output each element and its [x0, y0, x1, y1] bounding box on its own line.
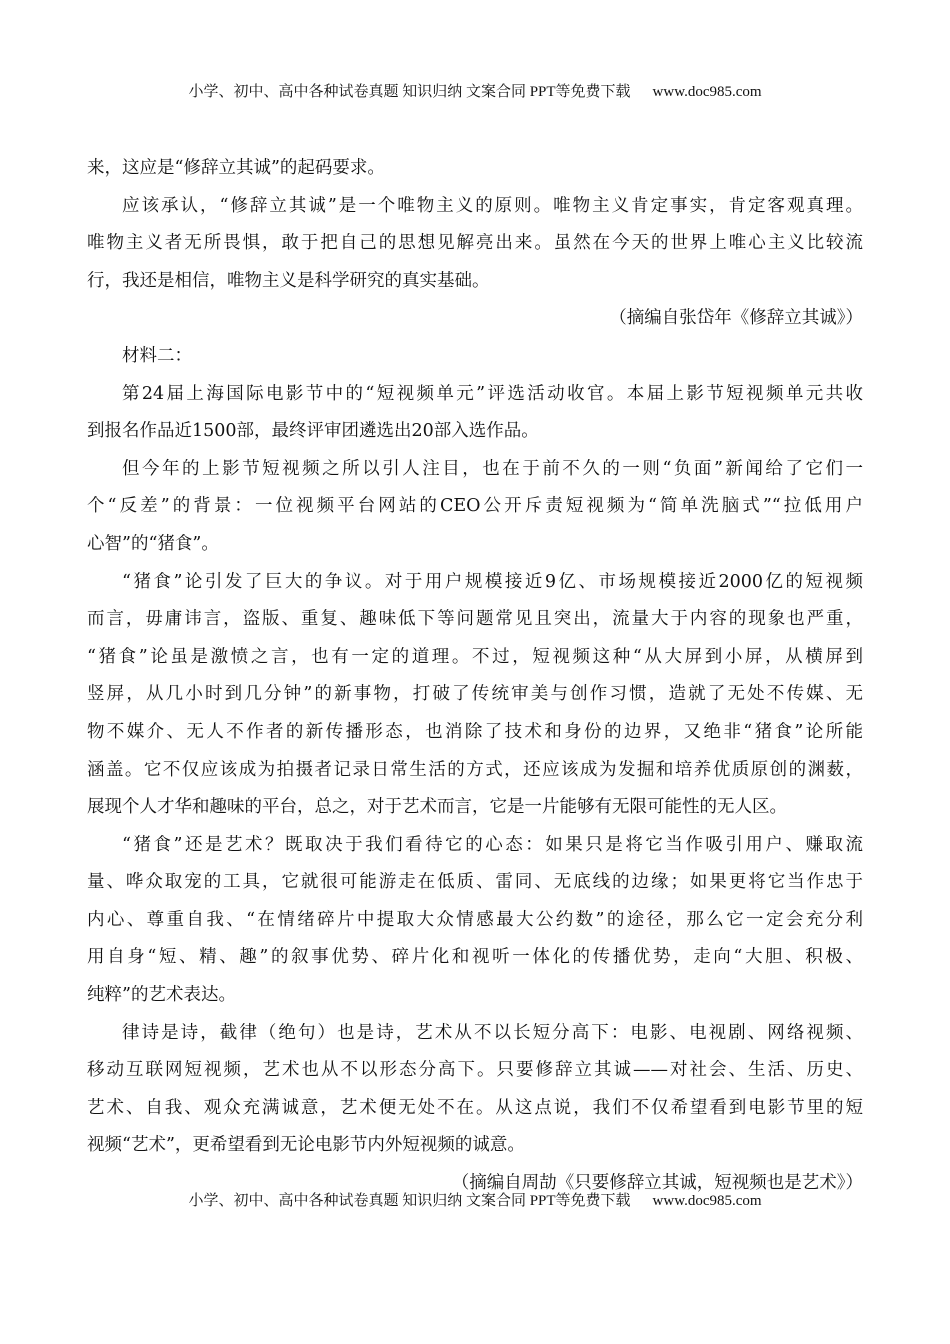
page-footer [0, 1191, 950, 1211]
paragraph-line: 视频“艺术”，更希望看到无论电影节内外短视频的诚意。 [87, 1135, 525, 1156]
paragraph-line: 个“反差”的背景：一位视频平台网站的CEO公开斥责短视频为“简单洗脑式”“拉低用户 [87, 496, 863, 517]
paragraph-line: “猪食”论引发了巨大的争议。对于用户规模接近9亿、市场规模接近2000亿的短视频 [122, 571, 863, 592]
section-label: 材料二： [122, 345, 192, 366]
footer-text: 小学、初中、高中各种试卷真题 知识归纳 文案合同 PPT等免费下载 [188, 1193, 631, 1209]
paragraph-line: 来，这应是“修辞立其诚”的起码要求。 [87, 158, 385, 178]
paragraph-line: 纯粹”的艺术表达。 [87, 985, 236, 1006]
source-citation: （摘编自周劼《只要修辞立其诚，短视频也是艺术》） [451, 1173, 863, 1194]
paragraph-line: 心智”的“猪食”。 [87, 533, 219, 554]
source-citation: （摘编自张岱年《修辞立其诚》） [609, 308, 863, 329]
paragraph-line: 物不媒介、无人不作者的新传播形态，也消除了技术和身份的边界，又绝非“猪食”论所能 [87, 721, 863, 742]
page-header [0, 82, 950, 102]
paragraph-line: “猪食”还是艺术？既取决于我们看待它的心态：如果只是将它当作吸引用户、赚取流 [122, 834, 863, 855]
paragraph-line: 应该承认，“修辞立其诚”是一个唯物主义的原则。唯物主义肯定事实，肯定客观真理。 [122, 195, 863, 216]
paragraph-line: 律诗是诗，截律（绝句）也是诗，艺术从不以长短分高下：电影、电视剧、网络视频、 [122, 1022, 863, 1043]
paragraph-line: 但今年的上影节短视频之所以引人注目，也在于前不久的一则“负面”新闻给了它们一 [122, 458, 863, 479]
paragraph-line: 唯物主义者无所畏惧，敢于把自己的思想见解亮出来。虽然在今天的世界上唯心主义比较流 [87, 233, 863, 254]
paragraph-line: 第24届上海国际电影节中的“短视频单元”评选活动收官。本届上影节短视频单元共收 [122, 383, 863, 404]
paragraph-line: “猪食”论虽是激愤之言，也有一定的道理。不过，短视频这种“从大屏到小屏，从横屏到 [87, 646, 863, 667]
paragraph-line: 竖屏，从几小时到几分钟”的新事物，打破了传统审美与创作习惯，造就了无处不传媒、无 [87, 684, 863, 705]
paragraph-line: 移动互联网短视频，艺术也从不以形态分高下。只要修辞立其诚——对社会、生活、历史、 [87, 1060, 863, 1081]
header-text: 小学、初中、高中各种试卷真题 知识归纳 文案合同 PPT等免费下载 [188, 84, 631, 100]
paragraph-line: 展现个人才华和趣味的平台，总之，对于艺术而言，它是一片能够有无限可能性的无人区。 [87, 797, 787, 818]
header-site-link[interactable]: www.doc985.com [652, 84, 762, 100]
article-body [87, 154, 863, 1207]
paragraph-line: 涵盖。它不仅应该成为拍摄者记录日常生活的方式，还应该成为发掘和培养优质原创的渊薮， [87, 759, 863, 780]
paragraph-line: 用自身“短、精、趣”的叙事优势、碎片化和视听一体化的传播优势，走向“大胆、积极、 [87, 947, 863, 968]
paragraph-line: 艺术、自我、观众充满诚意，艺术便无处不在。从这点说，我们不仅希望看到电影节里的短 [87, 1097, 863, 1118]
paragraph-line: 到报名作品近1500部，最终评审团遴选出20部入选作品。 [87, 421, 539, 442]
paragraph-line: 量、哗众取宠的工具，它就很可能游走在低质、雷同、无底线的边缘；如果更将它当作忠于 [87, 872, 863, 893]
paragraph-line: 行，我还是相信，唯物主义是科学研究的真实基础。 [87, 270, 490, 291]
footer-site-link[interactable]: www.doc985.com [652, 1193, 762, 1209]
paragraph-line: 内心、尊重自我、“在情绪碎片中提取大众情感最大公约数”的途径，那么它一定会充分利 [87, 909, 863, 930]
paragraph-line: 而言，毋庸讳言，盗版、重复、趣味低下等问题常见且突出，流量大于内容的现象也严重， [87, 609, 863, 630]
